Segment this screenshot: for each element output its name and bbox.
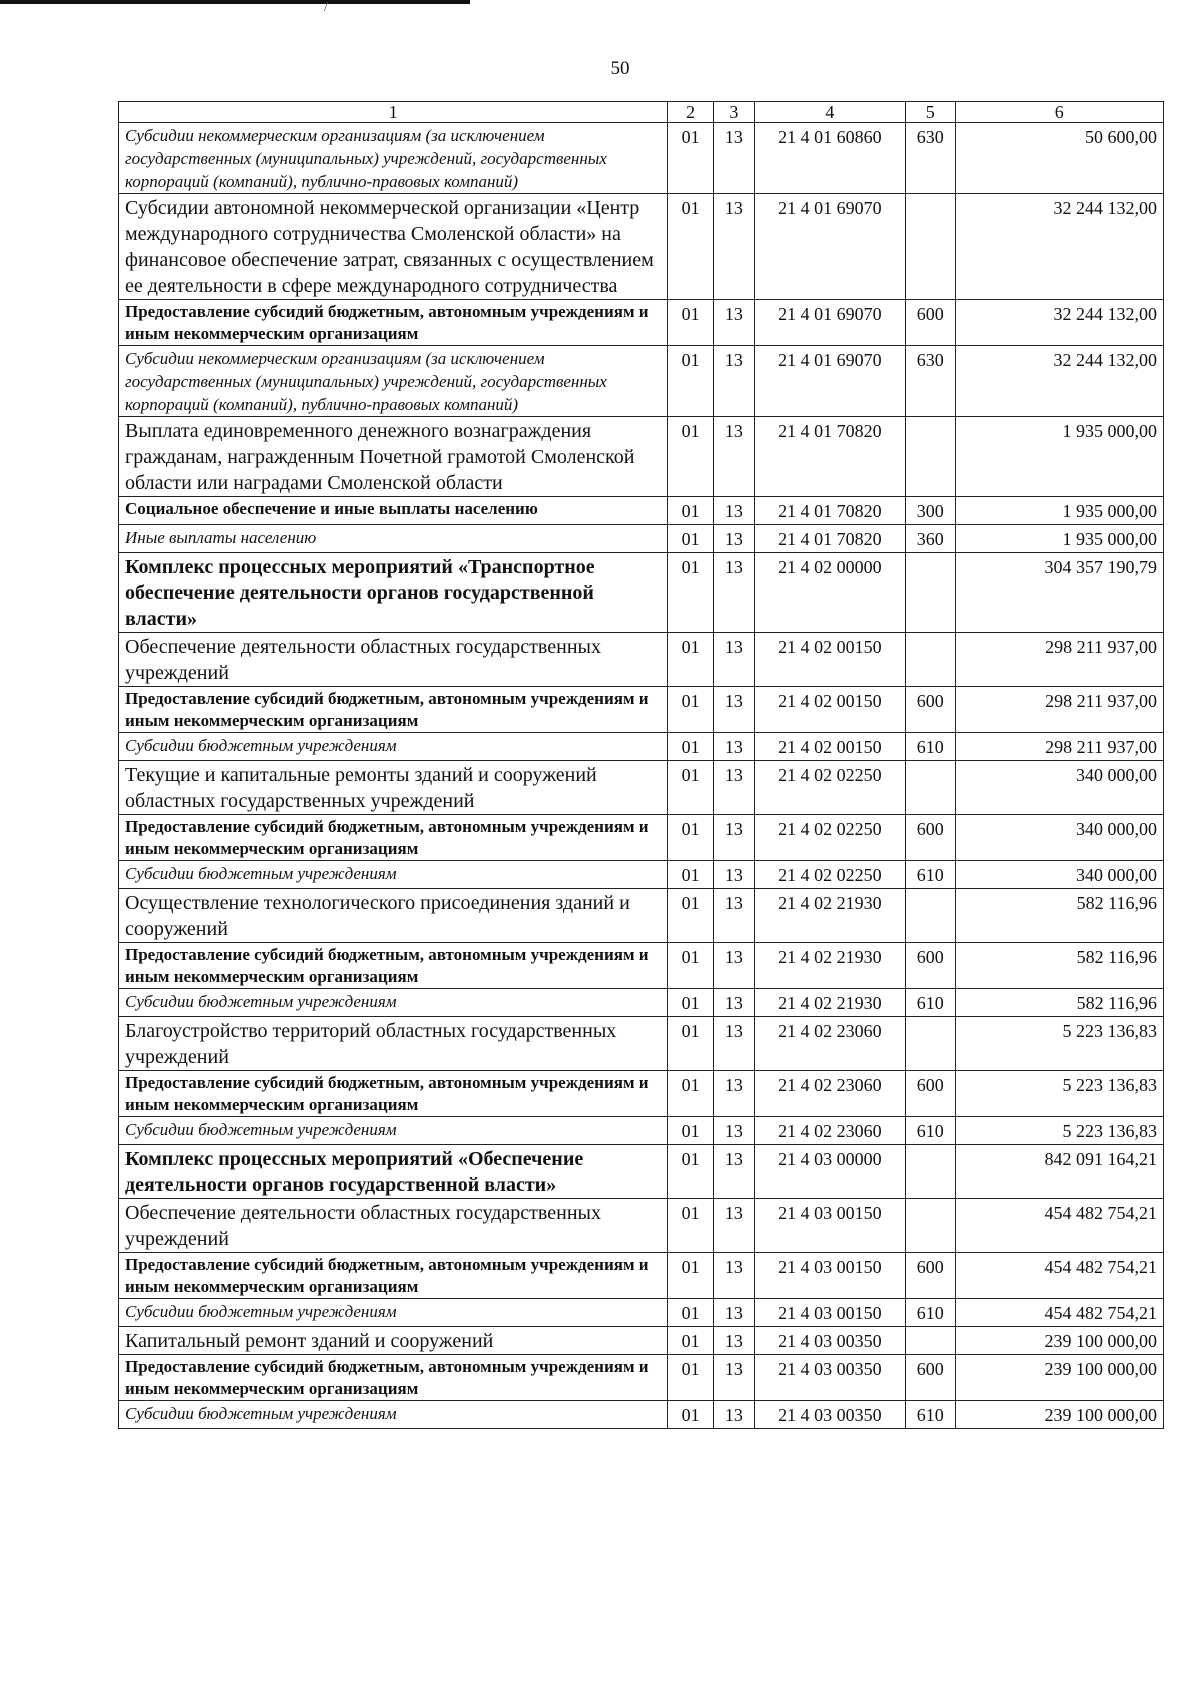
header-cell: 4 [754, 102, 905, 123]
row-name-cell: Субсидии бюджетным учреждениям [119, 1117, 668, 1145]
subsection-code-cell: 13 [713, 989, 754, 1017]
amount-cell: 5 223 136,83 [955, 1071, 1163, 1117]
expense-type-cell [905, 194, 955, 300]
target-article-cell: 21 4 02 02250 [754, 761, 905, 815]
subsection-code-cell: 13 [713, 497, 754, 525]
target-article-cell: 21 4 03 00350 [754, 1401, 905, 1429]
target-article-cell: 21 4 02 02250 [754, 815, 905, 861]
section-code-cell: 01 [668, 943, 713, 989]
row-name-cell: Субсидии бюджетным учреждениям [119, 989, 668, 1017]
row-name-cell: Комплекс процессных мероприятий «Обеспечение деятельности органов государственной власти» [119, 1145, 668, 1199]
target-article-cell: 21 4 02 21930 [754, 989, 905, 1017]
subsection-code-cell: 13 [713, 633, 754, 687]
table-row [119, 1199, 1164, 1253]
table-row [119, 1253, 1164, 1299]
target-article-cell: 21 4 02 02250 [754, 861, 905, 889]
amount-cell: 340 000,00 [955, 761, 1163, 815]
subsection-code-cell: 13 [713, 123, 754, 194]
expense-type-cell [905, 1199, 955, 1253]
table-row [119, 497, 1164, 525]
row-name-cell: Обеспечение деятельности областных государственных учреждений [119, 1199, 668, 1253]
table-row [119, 815, 1164, 861]
table-row [119, 123, 1164, 194]
top-edge-line [0, 0, 470, 4]
target-article-cell: 21 4 02 23060 [754, 1117, 905, 1145]
section-code-cell: 01 [668, 1355, 713, 1401]
row-name-cell: Предоставление субсидий бюджетным, автономным учреждениям и иным некоммерческим организациям [119, 1253, 668, 1299]
row-name-cell: Иные выплаты населению [119, 525, 668, 553]
section-code-cell: 01 [668, 1327, 713, 1355]
row-name-cell: Субсидии бюджетным учреждениям [119, 1299, 668, 1327]
section-code-cell: 01 [668, 1117, 713, 1145]
table-row [119, 1327, 1164, 1355]
subsection-code-cell: 13 [713, 1401, 754, 1429]
table-row [119, 1145, 1164, 1199]
table-row [119, 346, 1164, 417]
section-code-cell: 01 [668, 300, 713, 346]
target-article-cell: 21 4 03 00150 [754, 1199, 905, 1253]
amount-cell: 239 100 000,00 [955, 1355, 1163, 1401]
target-article-cell: 21 4 02 00150 [754, 733, 905, 761]
expense-type-cell: 360 [905, 525, 955, 553]
target-article-cell: 21 4 01 69070 [754, 194, 905, 300]
expense-type-cell: 600 [905, 1253, 955, 1299]
section-code-cell: 01 [668, 553, 713, 633]
table-row [119, 1299, 1164, 1327]
table-header-row [119, 102, 1164, 123]
target-article-cell: 21 4 03 00350 [754, 1327, 905, 1355]
row-name-cell: Социальное обеспечение и иные выплаты населению [119, 497, 668, 525]
subsection-code-cell: 13 [713, 553, 754, 633]
expense-type-cell: 610 [905, 1299, 955, 1327]
amount-cell: 298 211 937,00 [955, 733, 1163, 761]
amount-cell: 1 935 000,00 [955, 417, 1163, 497]
row-name-cell: Субсидии бюджетным учреждениям [119, 733, 668, 761]
subsection-code-cell: 13 [713, 1327, 754, 1355]
amount-cell: 842 091 164,21 [955, 1145, 1163, 1199]
target-article-cell: 21 4 03 00150 [754, 1253, 905, 1299]
subsection-code-cell: 13 [713, 815, 754, 861]
amount-cell: 5 223 136,83 [955, 1017, 1163, 1071]
section-code-cell: 01 [668, 194, 713, 300]
expense-type-cell: 600 [905, 300, 955, 346]
row-name-cell: Благоустройство территорий областных государственных учреждений [119, 1017, 668, 1071]
target-article-cell: 21 4 01 69070 [754, 346, 905, 417]
expense-type-cell: 610 [905, 1401, 955, 1429]
subsection-code-cell: 13 [713, 889, 754, 943]
target-article-cell: 21 4 02 00150 [754, 633, 905, 687]
target-article-cell: 21 4 02 21930 [754, 889, 905, 943]
amount-cell: 32 244 132,00 [955, 194, 1163, 300]
table-body [119, 123, 1164, 1429]
header-cell: 5 [905, 102, 955, 123]
subsection-code-cell: 13 [713, 300, 754, 346]
header-cell: 3 [713, 102, 754, 123]
section-code-cell: 01 [668, 889, 713, 943]
subsection-code-cell: 13 [713, 417, 754, 497]
row-name-cell: Предоставление субсидий бюджетным, автономным учреждениям и иным некоммерческим организациям [119, 815, 668, 861]
amount-cell: 239 100 000,00 [955, 1327, 1163, 1355]
target-article-cell: 21 4 02 00000 [754, 553, 905, 633]
expense-type-cell: 600 [905, 1071, 955, 1117]
section-code-cell: 01 [668, 1299, 713, 1327]
amount-cell: 454 482 754,21 [955, 1199, 1163, 1253]
subsection-code-cell: 13 [713, 687, 754, 733]
amount-cell: 340 000,00 [955, 861, 1163, 889]
target-article-cell: 21 4 02 00150 [754, 687, 905, 733]
expense-type-cell [905, 633, 955, 687]
section-code-cell: 01 [668, 733, 713, 761]
subsection-code-cell: 13 [713, 1071, 754, 1117]
expense-type-cell [905, 889, 955, 943]
row-name-cell: Текущие и капитальные ремонты зданий и сооружений областных государственных учреждений [119, 761, 668, 815]
subsection-code-cell: 13 [713, 525, 754, 553]
section-code-cell: 01 [668, 633, 713, 687]
target-article-cell: 21 4 01 69070 [754, 300, 905, 346]
amount-cell: 582 116,96 [955, 943, 1163, 989]
section-code-cell: 01 [668, 123, 713, 194]
amount-cell: 32 244 132,00 [955, 346, 1163, 417]
subsection-code-cell: 13 [713, 1253, 754, 1299]
expense-type-cell: 300 [905, 497, 955, 525]
expense-type-cell: 600 [905, 815, 955, 861]
table-row [119, 889, 1164, 943]
expense-type-cell [905, 761, 955, 815]
row-name-cell: Выплата единовременного денежного вознаграждения гражданам, награжденным Почетной грамотой Смоленской области или наградами Смоленской области [119, 417, 668, 497]
amount-cell: 1 935 000,00 [955, 497, 1163, 525]
table-row [119, 417, 1164, 497]
table-row [119, 761, 1164, 815]
subsection-code-cell: 13 [713, 346, 754, 417]
amount-cell: 582 116,96 [955, 889, 1163, 943]
subsection-code-cell: 13 [713, 943, 754, 989]
row-name-cell: Капитальный ремонт зданий и сооружений [119, 1327, 668, 1355]
table-row [119, 1117, 1164, 1145]
expense-type-cell: 600 [905, 687, 955, 733]
target-article-cell: 21 4 03 00350 [754, 1355, 905, 1401]
subsection-code-cell: 13 [713, 861, 754, 889]
expense-type-cell [905, 1327, 955, 1355]
target-article-cell: 21 4 01 60860 [754, 123, 905, 194]
amount-cell: 298 211 937,00 [955, 633, 1163, 687]
row-name-cell: Обеспечение деятельности областных государственных учреждений [119, 633, 668, 687]
section-code-cell: 01 [668, 1145, 713, 1199]
subsection-code-cell: 13 [713, 1017, 754, 1071]
section-code-cell: 01 [668, 1071, 713, 1117]
subsection-code-cell: 13 [713, 1199, 754, 1253]
table-row [119, 553, 1164, 633]
header-cell: 2 [668, 102, 713, 123]
table-row [119, 1071, 1164, 1117]
table-row [119, 861, 1164, 889]
target-article-cell: 21 4 02 21930 [754, 943, 905, 989]
expense-type-cell [905, 1017, 955, 1071]
header-cell: 1 [119, 102, 668, 123]
target-article-cell: 21 4 03 00000 [754, 1145, 905, 1199]
section-code-cell: 01 [668, 346, 713, 417]
amount-cell: 454 482 754,21 [955, 1299, 1163, 1327]
amount-cell: 32 244 132,00 [955, 300, 1163, 346]
expense-type-cell [905, 1145, 955, 1199]
section-code-cell: 01 [668, 417, 713, 497]
section-code-cell: 01 [668, 1199, 713, 1253]
subsection-code-cell: 13 [713, 194, 754, 300]
table-row [119, 687, 1164, 733]
scan-mark: / [324, 0, 328, 15]
section-code-cell: 01 [668, 815, 713, 861]
row-name-cell: Субсидии некоммерческим организациям (за исключением государственных (муниципальных) учреждений, государственных корпораций (компаний), публично-правовых компаний) [119, 123, 668, 194]
amount-cell: 454 482 754,21 [955, 1253, 1163, 1299]
subsection-code-cell: 13 [713, 761, 754, 815]
amount-cell: 298 211 937,00 [955, 687, 1163, 733]
section-code-cell: 01 [668, 497, 713, 525]
expense-type-cell: 610 [905, 733, 955, 761]
amount-cell: 582 116,96 [955, 989, 1163, 1017]
section-code-cell: 01 [668, 687, 713, 733]
row-name-cell: Предоставление субсидий бюджетным, автономным учреждениям и иным некоммерческим организациям [119, 687, 668, 733]
subsection-code-cell: 13 [713, 1299, 754, 1327]
row-name-cell: Субсидии некоммерческим организациям (за исключением государственных (муниципальных) учреждений, государственных корпораций (компаний), публично-правовых компаний) [119, 346, 668, 417]
target-article-cell: 21 4 01 70820 [754, 497, 905, 525]
expense-type-cell: 630 [905, 346, 955, 417]
expense-type-cell: 610 [905, 861, 955, 889]
target-article-cell: 21 4 03 00150 [754, 1299, 905, 1327]
table-row [119, 525, 1164, 553]
amount-cell: 5 223 136,83 [955, 1117, 1163, 1145]
expense-type-cell: 600 [905, 943, 955, 989]
row-name-cell: Предоставление субсидий бюджетным, автономным учреждениям и иным некоммерческим организациям [119, 300, 668, 346]
amount-cell: 50 600,00 [955, 123, 1163, 194]
amount-cell: 239 100 000,00 [955, 1401, 1163, 1429]
section-code-cell: 01 [668, 761, 713, 815]
budget-table [118, 101, 1164, 1429]
section-code-cell: 01 [668, 861, 713, 889]
row-name-cell: Осуществление технологического присоединения зданий и сооружений [119, 889, 668, 943]
table-row [119, 1355, 1164, 1401]
subsection-code-cell: 13 [713, 1145, 754, 1199]
expense-type-cell: 610 [905, 1117, 955, 1145]
row-name-cell: Субсидии бюджетным учреждениям [119, 861, 668, 889]
table-row [119, 989, 1164, 1017]
section-code-cell: 01 [668, 989, 713, 1017]
section-code-cell: 01 [668, 1253, 713, 1299]
table-row [119, 300, 1164, 346]
section-code-cell: 01 [668, 525, 713, 553]
amount-cell: 340 000,00 [955, 815, 1163, 861]
table-row [119, 1401, 1164, 1429]
subsection-code-cell: 13 [713, 1355, 754, 1401]
section-code-cell: 01 [668, 1017, 713, 1071]
section-code-cell: 01 [668, 1401, 713, 1429]
expense-type-cell [905, 553, 955, 633]
page-number: 50 [610, 58, 630, 79]
expense-type-cell: 630 [905, 123, 955, 194]
header-cell: 6 [955, 102, 1163, 123]
table-row [119, 633, 1164, 687]
target-article-cell: 21 4 01 70820 [754, 525, 905, 553]
expense-type-cell: 610 [905, 989, 955, 1017]
target-article-cell: 21 4 02 23060 [754, 1071, 905, 1117]
subsection-code-cell: 13 [713, 733, 754, 761]
row-name-cell: Субсидии автономной некоммерческой организации «Центр международного сотрудничества Смоленской области» на финансовое обеспечение затрат, связанных с осуществлением ее деятельности в сфере международного сотрудничества [119, 194, 668, 300]
subsection-code-cell: 13 [713, 1117, 754, 1145]
row-name-cell: Предоставление субсидий бюджетным, автономным учреждениям и иным некоммерческим организациям [119, 943, 668, 989]
row-name-cell: Комплекс процессных мероприятий «Транспортное обеспечение деятельности органов государственной власти» [119, 553, 668, 633]
target-article-cell: 21 4 01 70820 [754, 417, 905, 497]
table-row [119, 943, 1164, 989]
expense-type-cell [905, 417, 955, 497]
amount-cell: 1 935 000,00 [955, 525, 1163, 553]
row-name-cell: Предоставление субсидий бюджетным, автономным учреждениям и иным некоммерческим организациям [119, 1071, 668, 1117]
table-row [119, 1017, 1164, 1071]
row-name-cell: Предоставление субсидий бюджетным, автономным учреждениям и иным некоммерческим организациям [119, 1355, 668, 1401]
row-name-cell: Субсидии бюджетным учреждениям [119, 1401, 668, 1429]
amount-cell: 304 357 190,79 [955, 553, 1163, 633]
table-row [119, 733, 1164, 761]
table-row [119, 194, 1164, 300]
target-article-cell: 21 4 02 23060 [754, 1017, 905, 1071]
expense-type-cell: 600 [905, 1355, 955, 1401]
